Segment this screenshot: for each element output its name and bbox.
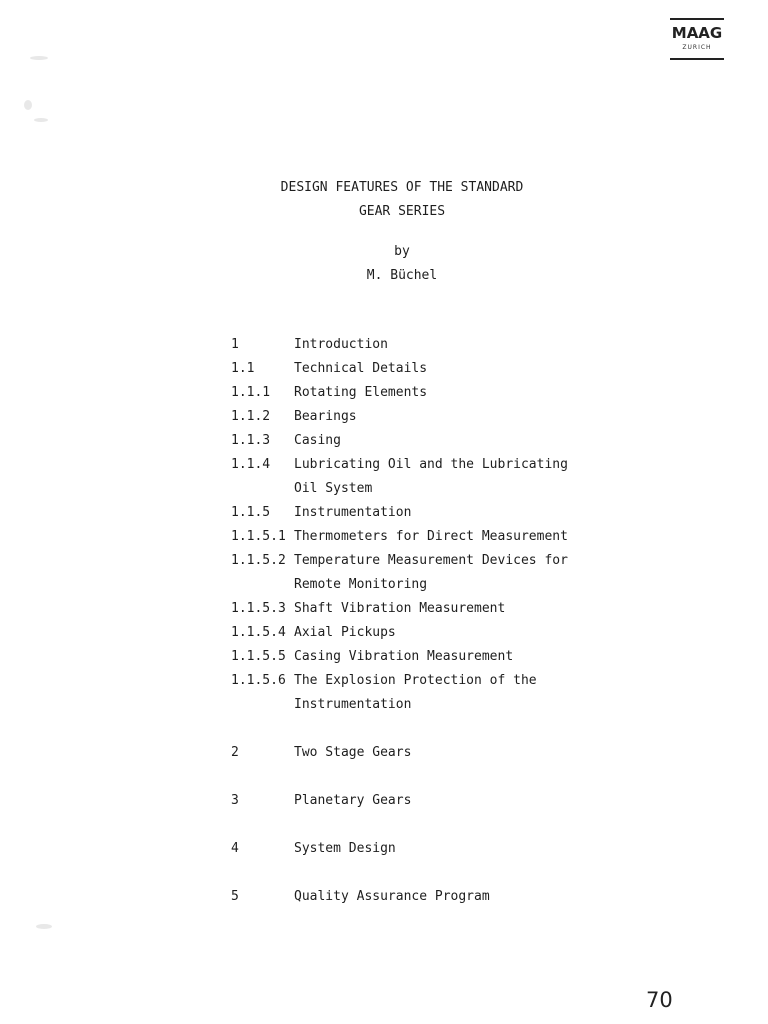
toc-entry <box>231 885 631 909</box>
toc-entry-number: 1.1.5.3 <box>231 601 286 616</box>
toc-entry-title: The Explosion Protection of the Instrumentation <box>294 673 537 712</box>
toc-entry-title: Two Stage Gears <box>294 745 412 760</box>
scan-smudge <box>24 100 32 110</box>
toc-entry-number: 1.1.5.1 <box>231 529 286 544</box>
toc-entry-number: 1.1.1 <box>231 385 271 400</box>
logo-city: ZURICH <box>682 44 712 51</box>
toc-entry-number: 1.1.3 <box>231 433 271 448</box>
toc-entry <box>231 645 631 669</box>
toc-entry <box>231 621 631 645</box>
toc-entry-title: Thermometers for Direct Measurement <box>294 529 568 544</box>
toc-entry-number: 1.1.5 <box>231 505 271 520</box>
author-name: M. Büchel <box>366 268 438 283</box>
toc-entry <box>231 333 631 357</box>
toc-entry <box>231 357 631 381</box>
scan-smudge <box>34 118 48 122</box>
toc-entry <box>231 837 631 861</box>
logo-bottom-rule <box>670 58 724 60</box>
toc-entry-number: 1.1.5.2 <box>231 553 286 568</box>
document-title <box>0 176 768 224</box>
toc-entry-title: Casing Vibration Measurement <box>294 649 514 664</box>
toc-entry-number: 1.1.5.5 <box>231 649 286 664</box>
toc-entry-title: Rotating Elements <box>294 385 428 400</box>
toc-entry-number: 1.1.2 <box>231 409 271 424</box>
author-by: by <box>394 244 410 259</box>
toc-entry-title: Axial Pickups <box>294 625 396 640</box>
toc-entry-number: 1.1.5.6 <box>231 673 286 688</box>
toc-entry <box>231 501 631 525</box>
toc-entry-title: Shaft Vibration Measurement <box>294 601 506 616</box>
toc-entry-number: 1 <box>231 337 239 352</box>
table-of-contents <box>231 333 631 909</box>
toc-entry-number: 2 <box>231 745 239 760</box>
title-line-1: DESIGN FEATURES OF THE STANDARD <box>280 180 524 195</box>
toc-entry-number: 4 <box>231 841 239 856</box>
toc-entry <box>231 405 631 429</box>
toc-entry <box>231 549 631 597</box>
toc-entry-number: 1.1 <box>231 361 255 376</box>
toc-entry-number: 5 <box>231 889 239 904</box>
logo-top-rule <box>670 18 724 20</box>
toc-entry <box>231 525 631 549</box>
toc-entry-title: Bearings <box>294 409 357 424</box>
scan-smudge <box>36 924 52 929</box>
scan-smudge <box>30 56 48 60</box>
title-line-2: GEAR SERIES <box>358 204 446 219</box>
toc-entry <box>231 597 631 621</box>
toc-entry-title: Introduction <box>294 337 388 352</box>
logo-wordmark: MAAG <box>671 24 723 42</box>
toc-entry-title: Casing <box>294 433 341 448</box>
toc-entry <box>231 669 631 717</box>
toc-entry <box>231 381 631 405</box>
toc-entry <box>231 453 631 501</box>
toc-entry-title: System Design <box>294 841 396 856</box>
toc-entry-number: 1.1.4 <box>231 457 271 472</box>
maag-logo <box>670 18 724 58</box>
toc-entry <box>231 429 631 453</box>
page-number: 70 <box>646 988 673 1012</box>
toc-entry-title: Planetary Gears <box>294 793 412 808</box>
toc-entry <box>231 741 631 765</box>
toc-entry-title: Instrumentation <box>294 505 412 520</box>
toc-entry-title: Lubricating Oil and the Lubricating Oil System <box>294 457 568 496</box>
toc-entry-number: 1.1.5.4 <box>231 625 286 640</box>
author-block <box>0 240 768 288</box>
toc-entry-title: Temperature Measurement Devices for Remote Monitoring <box>294 553 568 592</box>
toc-entry-number: 3 <box>231 793 239 808</box>
toc-entry-title: Technical Details <box>294 361 428 376</box>
toc-entry <box>231 789 631 813</box>
toc-entry-title: Quality Assurance Program <box>294 889 490 904</box>
